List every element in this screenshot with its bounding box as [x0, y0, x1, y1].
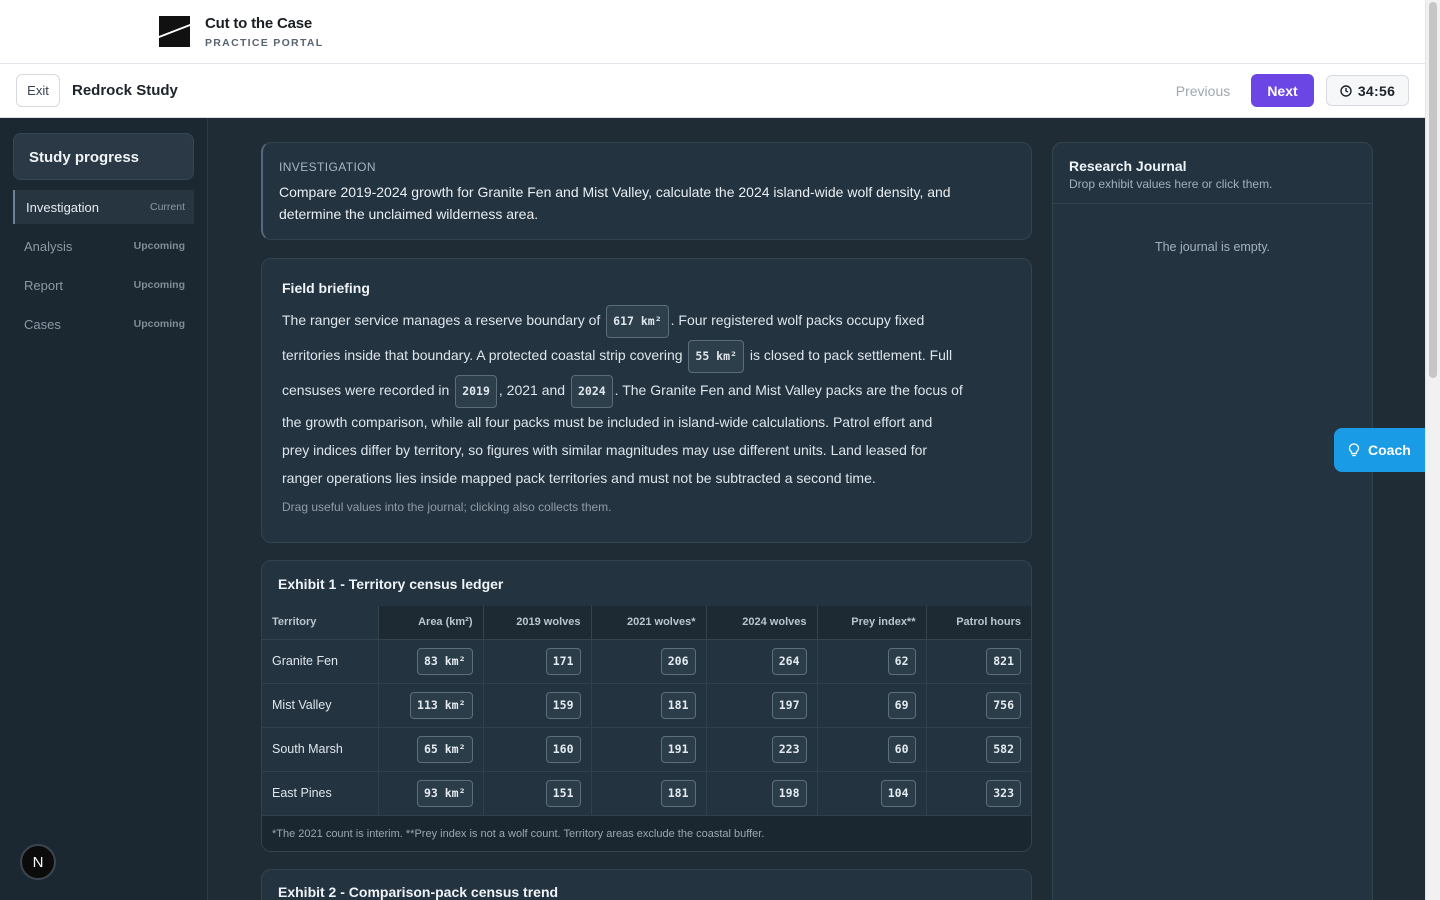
- table-row: [262, 683, 1031, 727]
- territory-name: East Pines: [262, 771, 378, 815]
- study-sidebar: [0, 118, 208, 900]
- scrollbar-thumb[interactable]: [1429, 2, 1437, 378]
- briefing-text: , 2021 and: [498, 382, 566, 398]
- value-chip[interactable]: 60: [888, 736, 916, 763]
- value-chip[interactable]: 171: [546, 648, 581, 675]
- timer: [1326, 75, 1409, 106]
- journal-header: [1053, 143, 1372, 204]
- value-chip[interactable]: 191: [661, 736, 696, 763]
- briefing-line: [282, 338, 1011, 373]
- value-chip-2019[interactable]: 2019: [455, 375, 497, 408]
- briefing-line: prey indices differ by territory, so figures with similar magnitudes may use different units. Land leased for: [282, 442, 928, 458]
- value-chip[interactable]: 821: [986, 648, 1021, 675]
- n-badge-button[interactable]: N: [20, 844, 56, 880]
- table-cell: [926, 639, 1031, 683]
- briefing-text: . Four registered wolf packs occupy fixed: [670, 312, 925, 328]
- brand-title: Cut to the Case: [205, 15, 313, 32]
- value-chip[interactable]: 83 km²: [417, 648, 473, 675]
- sidebar-item-status: Current: [149, 201, 185, 213]
- value-chip-coastal-strip[interactable]: 55 km²: [688, 340, 744, 373]
- value-chip[interactable]: 264: [772, 648, 807, 675]
- study-title: Redrock Study: [72, 82, 178, 99]
- table-cell: [817, 727, 926, 771]
- brand-subtitle: PRACTICE PORTAL: [205, 37, 324, 49]
- table-cell: [591, 771, 706, 815]
- sidebar-item-report[interactable]: [13, 268, 194, 302]
- table-cell: [706, 683, 817, 727]
- briefing-text: . The Granite Fen and Mist Valley packs are the focus of: [614, 382, 963, 398]
- table-cell: [591, 683, 706, 727]
- sidebar-item-status: Upcoming: [133, 318, 185, 330]
- column-header: Area (km²): [378, 606, 483, 639]
- sidebar-item-investigation[interactable]: [13, 190, 194, 224]
- study-toolbar: [0, 64, 1425, 118]
- value-chip[interactable]: 62: [888, 648, 916, 675]
- briefing-text: The ranger service manages a reserve boundary of: [282, 312, 601, 328]
- timer-value: 34:56: [1357, 82, 1396, 99]
- sidebar-item-label: Investigation: [26, 199, 99, 215]
- table-cell: [706, 771, 817, 815]
- column-header: Prey index**: [817, 606, 926, 639]
- value-chip[interactable]: 104: [881, 780, 916, 807]
- briefing-line: [282, 373, 1011, 408]
- value-chip[interactable]: 198: [772, 780, 807, 807]
- table-cell: [483, 639, 591, 683]
- briefing-line: ranger operations lies inside mapped pack territories and must not be subtracted a second time.: [282, 470, 876, 486]
- table-cell: [378, 771, 483, 815]
- journal-title: Research Journal: [1069, 158, 1187, 174]
- briefing-line: the growth comparison, while all four packs must be included in island-wide calculations. Patrol effort and: [282, 414, 933, 430]
- table-cell: [483, 727, 591, 771]
- table-cell: [378, 683, 483, 727]
- territory-census-table: [262, 606, 1031, 816]
- table-row: [262, 639, 1031, 683]
- briefing-text: censuses were recorded in: [282, 382, 450, 398]
- field-briefing-card: [261, 258, 1032, 543]
- next-button[interactable]: Next: [1251, 74, 1314, 107]
- value-chip[interactable]: 323: [986, 780, 1021, 807]
- table-cell: [817, 771, 926, 815]
- column-header: Territory: [262, 606, 378, 639]
- investigation-card: [261, 142, 1032, 240]
- table-row: [262, 771, 1031, 815]
- value-chip[interactable]: 181: [661, 692, 696, 719]
- sidebar-item-analysis[interactable]: [13, 229, 194, 263]
- table-cell: [706, 639, 817, 683]
- table-header-row: [262, 606, 1031, 639]
- value-chip[interactable]: 223: [772, 736, 807, 763]
- briefing-title: Field briefing: [282, 280, 370, 296]
- value-chip[interactable]: 69: [888, 692, 916, 719]
- value-chip[interactable]: 756: [986, 692, 1021, 719]
- table-cell: [483, 683, 591, 727]
- sidebar-item-cases[interactable]: [13, 307, 194, 341]
- brand-header: [0, 0, 1425, 64]
- exit-button[interactable]: Exit: [16, 74, 60, 107]
- table-cell: [378, 639, 483, 683]
- territory-name: Mist Valley: [262, 683, 378, 727]
- value-chip-boundary[interactable]: 617 km²: [606, 305, 668, 338]
- coach-button[interactable]: [1334, 428, 1425, 472]
- value-chip[interactable]: 151: [546, 780, 581, 807]
- journal-empty-message: The journal is empty.: [1154, 240, 1271, 254]
- clock-icon: [1340, 85, 1352, 97]
- table-cell: [591, 639, 706, 683]
- value-chip[interactable]: 93 km²: [417, 780, 473, 807]
- investigation-text: Compare 2019-2024 growth for Granite Fen and Mist Valley, calculate the 2024 island-wide wolf density, and determine the unclaimed wilderness area.: [279, 184, 951, 222]
- journal-subtitle: Drop exhibit values here or click them.: [1069, 177, 1273, 191]
- table-cell: [483, 771, 591, 815]
- sidebar-item-status: Upcoming: [133, 240, 185, 252]
- table-cell: [817, 683, 926, 727]
- value-chip[interactable]: 113 km²: [410, 692, 472, 719]
- brand-logo-icon: [159, 16, 190, 47]
- study-progress-heading: Study progress: [13, 133, 194, 180]
- value-chip[interactable]: 159: [546, 692, 581, 719]
- table-cell: [706, 727, 817, 771]
- exhibit-2-card: [261, 869, 1032, 900]
- table-cell: [926, 771, 1031, 815]
- sidebar-item-label: Report: [24, 277, 64, 293]
- table-row: [262, 727, 1031, 771]
- lightbulb-icon: [1348, 443, 1360, 457]
- briefing-line: [282, 303, 1011, 338]
- briefing-text: territories inside that boundary. A protected coastal strip covering: [282, 347, 683, 363]
- column-header: 2021 wolves*: [591, 606, 706, 639]
- column-header: 2019 wolves: [483, 606, 591, 639]
- table-cell: [378, 727, 483, 771]
- column-header: 2024 wolves: [706, 606, 817, 639]
- column-header: Patrol hours: [926, 606, 1031, 639]
- coach-label: Coach: [1368, 442, 1411, 458]
- value-chip-2024[interactable]: 2024: [571, 375, 613, 408]
- sidebar-item-label: Analysis: [24, 238, 73, 254]
- research-journal-panel[interactable]: [1052, 142, 1373, 900]
- sidebar-item-status: Upcoming: [133, 279, 185, 291]
- value-chip[interactable]: 206: [661, 648, 696, 675]
- investigation-kicker: INVESTIGATION: [279, 160, 376, 174]
- briefing-hint: Drag useful values into the journal; clicking also collects them.: [282, 500, 612, 514]
- briefing-text: is closed to pack settlement. Full: [749, 347, 953, 363]
- territory-name: Granite Fen: [262, 639, 378, 683]
- value-chip[interactable]: 582: [986, 736, 1021, 763]
- value-chip[interactable]: 65 km²: [417, 736, 473, 763]
- table-cell: [926, 683, 1031, 727]
- sidebar-item-label: Cases: [24, 316, 61, 332]
- value-chip[interactable]: 197: [772, 692, 807, 719]
- table-cell: [817, 639, 926, 683]
- exhibit-1-footnote: *The 2021 count is interim. **Prey index is not a wolf count. Territory areas exclude the coastal buffer.: [262, 816, 1031, 852]
- exhibit-1-title: Exhibit 1 - Territory census ledger: [278, 576, 504, 592]
- exhibit-2-title: Exhibit 2 - Comparison-pack census trend: [278, 884, 559, 900]
- table-cell: [926, 727, 1031, 771]
- exhibit-1-card: [261, 560, 1032, 852]
- value-chip[interactable]: 160: [546, 736, 581, 763]
- previous-button[interactable]: Previous: [1166, 74, 1240, 107]
- territory-name: South Marsh: [262, 727, 378, 771]
- table-cell: [591, 727, 706, 771]
- value-chip[interactable]: 181: [661, 780, 696, 807]
